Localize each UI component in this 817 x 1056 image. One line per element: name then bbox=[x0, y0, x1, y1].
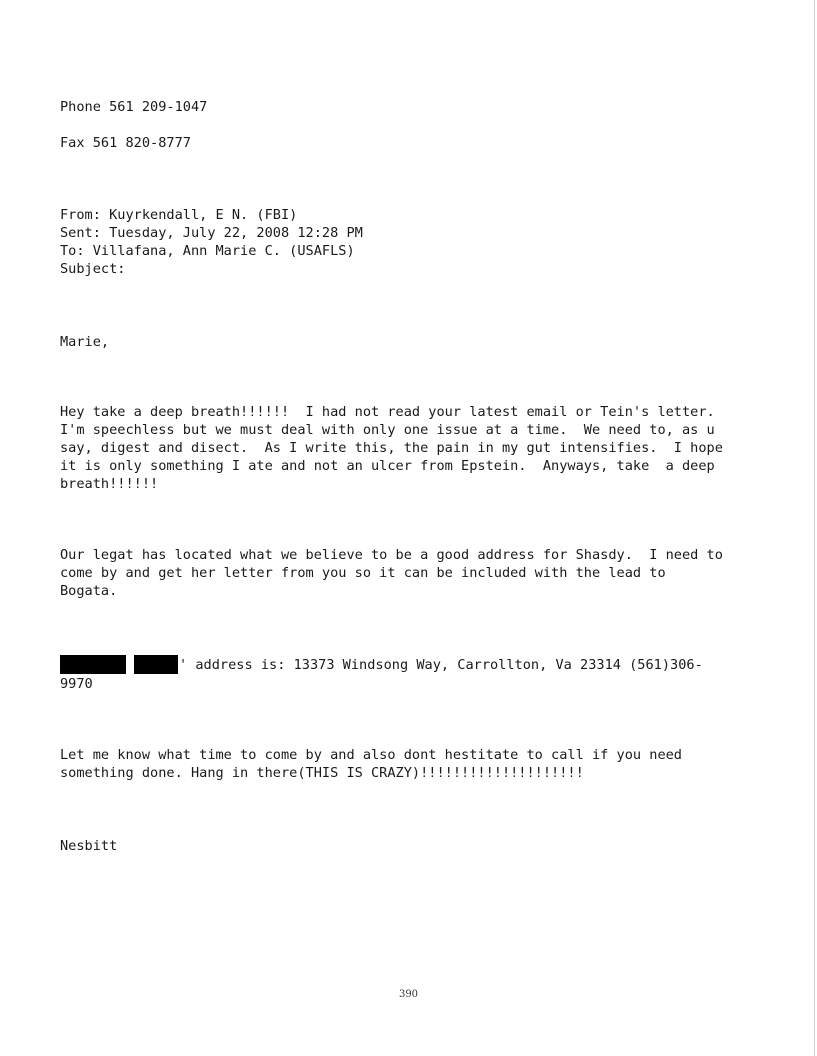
body-line: breath!!!!!! bbox=[60, 476, 159, 492]
subject-line: Subject: bbox=[60, 261, 126, 277]
address-line: ' address is: 13373 Windsong Way, Carrollton, Va 23314 (561)306- bbox=[179, 657, 703, 673]
page-number: 390 bbox=[398, 989, 419, 1000]
redaction-block bbox=[134, 655, 178, 674]
signature: Nesbitt bbox=[60, 838, 118, 854]
body-line: something done. Hang in there(THIS IS CRAZY)!!!!!!!!!!!!!!!!!!!! bbox=[60, 765, 584, 781]
greeting: Marie, bbox=[60, 334, 110, 350]
from-line: From: Kuyrkendall, E N. (FBI) bbox=[60, 207, 298, 223]
to-line: To: Villafana, Ann Marie C. (USAFLS) bbox=[60, 243, 355, 259]
body-line: it is only something I ate and not an ulcer from Epstein. Anyways, take a deep bbox=[60, 458, 715, 474]
sent-line: Sent: Tuesday, July 22, 2008 12:28 PM bbox=[60, 225, 363, 241]
body-line: Let me know what time to come by and also dont hestitate to call if you need bbox=[60, 747, 682, 763]
redaction-block bbox=[60, 655, 126, 674]
body-line: Bogata. bbox=[60, 583, 118, 599]
address-line-continued: 9970 bbox=[60, 676, 93, 692]
body-line: I'm speechless but we must deal with only one issue at a time. We need to, as u bbox=[60, 422, 715, 438]
fax-line: Fax 561 820-8777 bbox=[60, 135, 191, 151]
body-line: Our legat has located what we believe to be a good address for Shasdy. I need to bbox=[60, 547, 723, 563]
body-line: Hey take a deep breath!!!!!! I had not read your latest email or Tein's letter. bbox=[60, 404, 715, 420]
phone-line: Phone 561 209-1047 bbox=[60, 99, 208, 115]
page-edge-line bbox=[814, 0, 815, 1056]
body-line: say, digest and disect. As I write this, the pain in my gut intensifies. I hope bbox=[60, 440, 723, 456]
body-line: come by and get her letter from you so it can be included with the lead to bbox=[60, 565, 666, 581]
